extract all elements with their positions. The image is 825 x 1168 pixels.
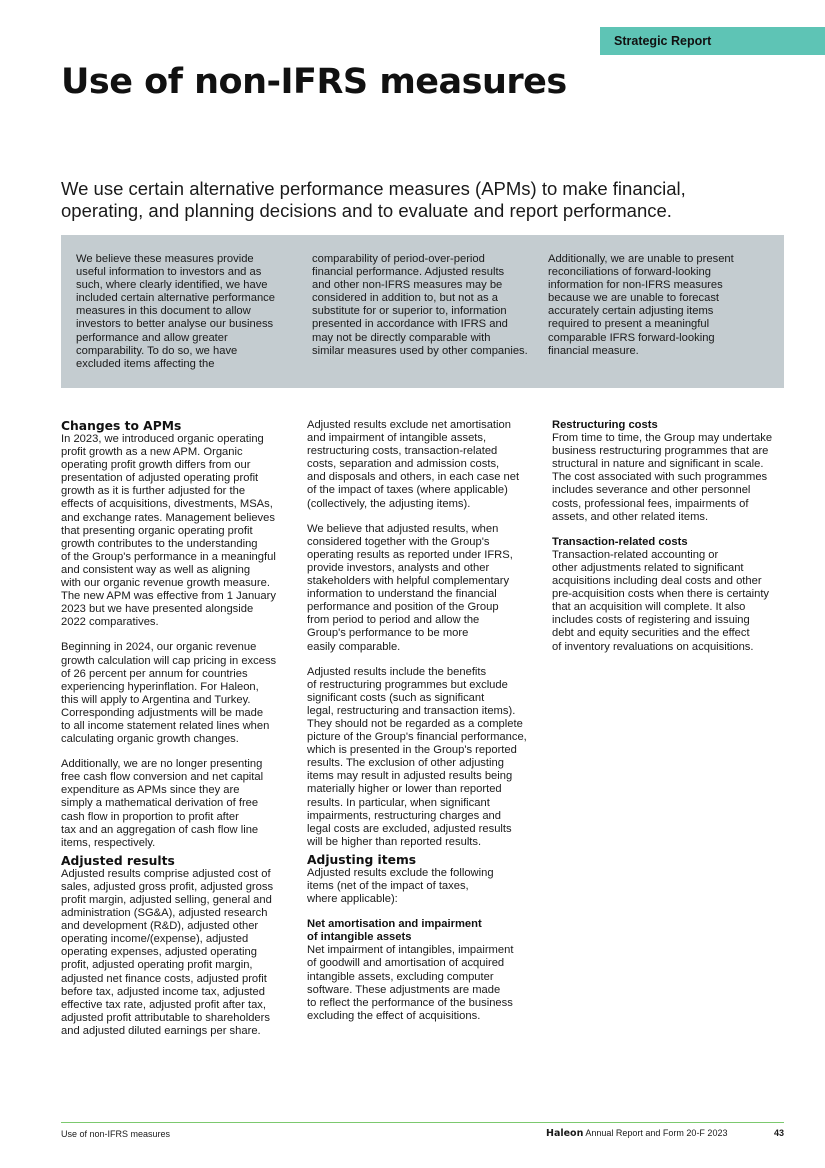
text-line: software. These adjustments are made: [307, 983, 501, 996]
changes-paragraph-2: [61, 641, 276, 746]
footer-section-name: Use of non-IFRS measures: [61, 1129, 171, 1139]
body-column-1: [61, 419, 276, 1038]
text-line: (collectively, the adjusting items).: [307, 497, 471, 510]
text-line: 2023 but we have presented alongside: [61, 603, 254, 616]
text-line: considered in addition to, but not as a: [312, 292, 498, 305]
text-line: debt and equity securities and the effect: [552, 627, 750, 640]
text-line: reconciliations of forward-looking: [548, 266, 711, 279]
text-line: provide investors, analysts and other: [307, 561, 490, 574]
text-line: free cash flow conversion and net capital: [61, 771, 264, 784]
text-line: of intangible assets: [307, 931, 412, 944]
text-line: effects of acquisitions, divestments, MSAs,: [61, 498, 273, 511]
text-line: Additionally, we are no longer presenting: [61, 758, 263, 771]
text-line: measures in this document to allow: [76, 305, 251, 318]
text-line: which is presented in the Group's reported: [307, 744, 517, 757]
transaction-costs-heading: Transaction-related costs: [552, 535, 688, 548]
text-line: tax and an aggregation of cash flow line: [61, 823, 259, 836]
text-line: Net impairment of intangibles, impairment: [307, 944, 514, 957]
column2-paragraph-1: [307, 419, 527, 511]
text-line: growth calculation will cap pricing in excess: [61, 654, 277, 667]
text-line: considered together with the Group's: [307, 535, 490, 548]
text-line: simply a mathematical derivation of free: [61, 797, 259, 810]
changes-paragraph-1: [61, 433, 276, 629]
net-amortisation-heading: [307, 918, 527, 944]
text-line: financial performance. Adjusted results: [312, 266, 505, 279]
text-line: other adjustments related to significant: [552, 561, 744, 574]
text-line: We believe that adjusted results, when: [307, 522, 499, 535]
footer-report-title: Annual Report and Form 20-F 2023: [585, 1128, 728, 1138]
text-line: effective tax rate, adjusted profit after tax,: [61, 998, 267, 1011]
summary-column-3: [548, 253, 734, 358]
text-line: From time to time, the Group may undertake: [552, 432, 773, 445]
text-line: Transaction-related accounting or: [552, 548, 719, 561]
transaction-costs-paragraph: [552, 549, 772, 654]
text-line: legal costs are excluded, adjusted results: [307, 822, 512, 835]
body-column-3: [552, 419, 772, 654]
text-line: performance and position of the Group: [307, 601, 499, 614]
text-line: costs, separation and admission costs,: [307, 458, 500, 471]
adjusted-results-paragraph: [61, 868, 276, 1038]
adjusting-items-heading: Adjusting items: [307, 852, 417, 867]
page-number: 43: [773, 1128, 784, 1138]
text-line: acquisitions including deal costs and other: [552, 575, 762, 588]
text-line: such, where clearly identified, we have: [76, 279, 268, 292]
text-line: includes severance and other personnel: [552, 484, 751, 497]
text-line: will be higher than reported results.: [307, 835, 482, 848]
text-line: of the Group's performance in a meaningful: [61, 550, 276, 563]
text-line: Adjusted results exclude the following: [307, 866, 494, 879]
text-line: that an acquisition will complete. It also: [552, 601, 746, 614]
text-line: profit margin, adjusted selling, general and: [61, 894, 272, 906]
text-line: of goodwill and amortisation of acquired: [307, 957, 505, 970]
text-line: experiencing hyperinflation. For Haleon,: [61, 680, 259, 693]
restructuring-costs-heading: Restructuring costs: [552, 419, 658, 431]
text-line: of 26 percent per annum for countries: [61, 667, 248, 680]
footer-report-info: [546, 1128, 784, 1139]
net-amortisation-paragraph: [307, 944, 527, 1023]
text-line: useful information to investors and as: [76, 266, 262, 279]
text-line: Net amortisation and impairment: [307, 918, 482, 931]
restructuring-costs-paragraph: [552, 432, 772, 524]
text-line: adjusted profit attributable to shareholders: [61, 1011, 270, 1024]
text-line: may not be directly comparable with: [312, 331, 491, 344]
text-line: items (net of the impact of taxes,: [307, 880, 469, 892]
text-line: includes costs of registering and issuing: [552, 614, 750, 627]
text-line: this will apply to Argentina and Turkey.: [61, 693, 251, 706]
text-line: where applicable):: [307, 893, 398, 906]
text-line: significant costs (such as significant: [307, 691, 485, 704]
text-line: with our organic revenue growth measure.: [61, 577, 270, 590]
text-line: They should not be regarded as a complete: [307, 717, 523, 730]
text-line: similar measures used by other companies.: [312, 344, 528, 357]
text-line: comparability. To do so, we have: [76, 344, 238, 357]
column2-paragraph-3: [307, 666, 527, 849]
summary-column-2: [312, 253, 528, 358]
text-line: profit, adjusted operating profit margin,: [61, 959, 253, 972]
text-line: structural in nature and significant in scale.: [552, 458, 764, 471]
text-line: restructuring costs, transaction-related: [307, 445, 498, 458]
text-line: because we are unable to forecast: [548, 292, 720, 305]
footer-divider: [61, 1122, 784, 1123]
text-line: pre-acquisition costs when there is certainty: [552, 588, 770, 601]
text-line: investors to better analyse our business: [76, 318, 274, 331]
text-line: administration (SG&A), adjusted research: [61, 907, 268, 920]
text-line: and consistent way as well as aligning: [61, 563, 251, 576]
haleon-logo-text: Haleon: [546, 1128, 584, 1139]
adjusting-items-paragraph: [307, 867, 527, 906]
column2-paragraph-2: [307, 523, 527, 654]
text-line: In 2023, we introduced organic operating: [61, 433, 264, 445]
text-line: assets, and other related items.: [552, 510, 709, 523]
text-line: The cost associated with such programmes: [552, 471, 768, 484]
text-line: before tax, adjusted income tax, adjusted: [61, 985, 265, 998]
text-line: of the impact of taxes (where applicable): [307, 484, 508, 497]
text-line: operating expenses, adjusted operating: [61, 946, 257, 959]
text-line: results. The exclusion of other adjusting: [307, 757, 504, 770]
text-line: stakeholders with helpful complementary: [307, 575, 510, 588]
text-line: required to present a meaningful: [548, 318, 710, 331]
page-title: Use of non-IFRS measures: [61, 62, 567, 102]
text-line: Beginning in 2024, our organic revenue: [61, 641, 257, 654]
changes-paragraph-3: [61, 758, 276, 850]
text-line: calculating organic growth changes.: [61, 733, 239, 746]
text-line: and exchange rates. Management believes: [61, 511, 275, 524]
text-line: excluding the effect of acquisitions.: [307, 1009, 481, 1022]
text-line: items may result in adjusted results being: [307, 770, 513, 783]
text-line: Adjusted results comprise adjusted cost of: [61, 867, 271, 880]
text-line: to all income statement related lines when: [61, 719, 270, 732]
text-line: We use certain alternative performance measures (APMs) to make financial,: [61, 178, 686, 199]
text-line: 2022 comparatives.: [61, 616, 159, 629]
text-line: of inventory revaluations on acquisitions.: [552, 640, 754, 653]
text-line: results. In particular, when significant: [307, 796, 490, 809]
text-line: that presenting organic operating profit: [61, 524, 253, 537]
text-line: cash flow in proportion to profit after: [61, 810, 239, 823]
adjusted-results-heading: Adjusted results: [61, 853, 175, 868]
text-line: comparable IFRS forward-looking: [548, 331, 715, 344]
text-line: information to understand the financial: [307, 588, 497, 601]
summary-column-1: [76, 253, 275, 371]
summary-box: [61, 235, 784, 388]
text-line: The new APM was effective from 1 January: [61, 590, 276, 603]
text-line: performance and allow greater: [76, 331, 228, 344]
text-line: and impairment of intangible assets,: [307, 432, 487, 445]
text-line: intangible assets, excluding computer: [307, 970, 494, 983]
text-line: and disposals and others, in each case net: [307, 471, 520, 484]
text-line: Adjusted results exclude net amortisation: [307, 419, 511, 431]
text-line: presentation of adjusted operating profit: [61, 472, 259, 485]
text-line: information for non-IFRS measures: [548, 279, 723, 292]
text-line: materially higher or lower than reported: [307, 783, 502, 796]
text-line: and adjusted diluted earnings per share.: [61, 1024, 261, 1037]
text-line: expenditure as APMs since they are: [61, 784, 240, 797]
text-line: items, respectively.: [61, 836, 156, 849]
text-line: presented in accordance with IFRS and: [312, 318, 508, 331]
text-line: profit growth as a new APM. Organic: [61, 446, 243, 459]
text-line: operating results as reported under IFRS,: [307, 548, 513, 561]
lead-paragraph: [61, 178, 761, 222]
text-line: and other non-IFRS measures may be: [312, 279, 503, 292]
text-line: Group's performance to be more: [307, 627, 469, 640]
text-line: from period to period and allow the: [307, 614, 480, 627]
body-column-2: [307, 419, 527, 1023]
text-line: Adjusted results include the benefits: [307, 665, 487, 678]
changes-heading: Changes to APMs: [61, 419, 182, 433]
text-line: operating, and planning decisions and to evaluate and report performance.: [61, 200, 672, 221]
text-line: operating profit growth differs from our: [61, 459, 251, 472]
text-line: substitute for or superior to, information: [312, 305, 507, 318]
text-line: operating income/(expense), adjusted: [61, 933, 249, 946]
text-line: Corresponding adjustments will be made: [61, 706, 264, 719]
text-line: excluded items affecting the: [76, 357, 215, 370]
text-line: to reflect the performance of the business: [307, 996, 513, 1009]
text-line: and development (R&D), adjusted other: [61, 920, 259, 933]
text-line: sales, adjusted gross profit, adjusted gross: [61, 880, 274, 893]
section-tag: Strategic Report: [600, 27, 825, 55]
text-line: growth as it is further adjusted for the: [61, 485, 246, 498]
text-line: growth contributes to the understanding: [61, 537, 258, 550]
text-line: costs, professional fees, impairments of: [552, 497, 749, 510]
text-line: accurately certain adjusting items: [548, 305, 714, 318]
text-line: impairments, restructuring charges and: [307, 809, 502, 822]
text-line: adjusted net finance costs, adjusted profit: [61, 972, 267, 985]
text-line: comparability of period-over-period: [312, 253, 485, 265]
text-line: legal, restructuring and transaction items).: [307, 704, 516, 717]
text-line: included certain alternative performance: [76, 292, 275, 305]
text-line: Additionally, we are unable to present: [548, 253, 734, 265]
text-line: business restructuring programmes that are: [552, 445, 769, 458]
text-line: easily comparable.: [307, 640, 401, 653]
text-line: financial measure.: [548, 344, 639, 357]
text-line: of restructuring programmes but exclude: [307, 678, 508, 691]
text-line: We believe these measures provide: [76, 253, 254, 265]
text-line: picture of the Group's financial performance,: [307, 731, 527, 744]
